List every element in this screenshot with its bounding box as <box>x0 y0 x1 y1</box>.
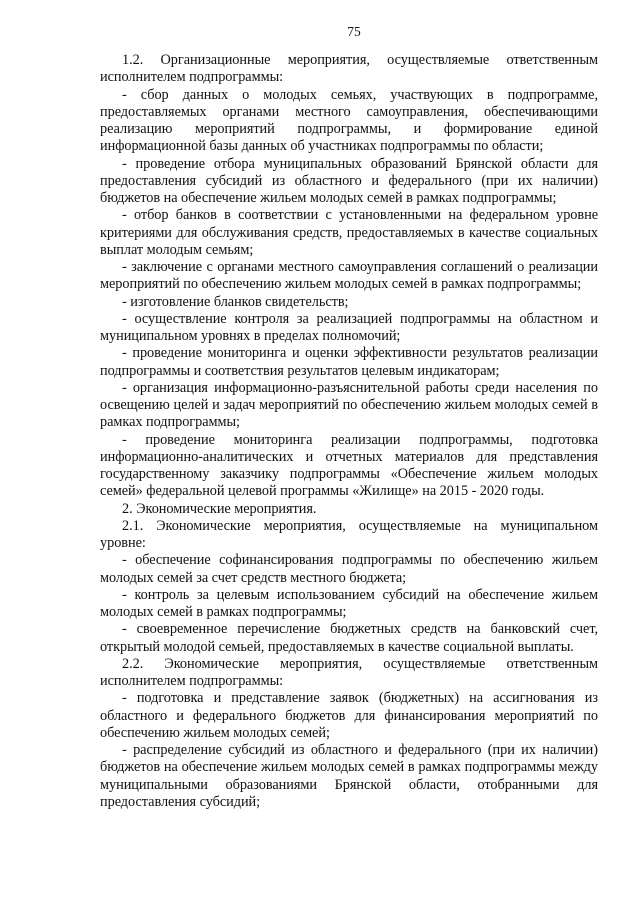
document-body <box>100 52 598 811</box>
paragraph: 2.2. Экономические мероприятия, осуществляемые ответственным исполнителем подпрограммы: <box>100 655 598 689</box>
paragraph: - контроль за целевым использованием субсидий на обеспечение жильем молодых семей в рамках подпрограммы; <box>100 586 598 620</box>
paragraph: - проведение мониторинга реализации подпрограммы, подготовка информационно-аналитических и отчетных материалов для представления государственному заказчику подпрограммы «Обеспечение жильем молодых семей» федеральной целевой программы «Жилище» на 2015 - 2020 годы. <box>100 431 598 500</box>
paragraph: - организация информационно-разъяснительной работы среди населения по освещению целей и задач мероприятий по обеспечению жильем молодых семей в рамках подпрограммы; <box>100 379 598 431</box>
page-number: 75 <box>347 24 361 39</box>
paragraph: - сбор данных о молодых семьях, участвующих в подпрограмме, предоставляемых органами местного самоуправления, обеспечивающими реализацию мероприятий подпрограммы, и формирование единой информационной базы данных об участниках подпрограммы по области; <box>100 86 598 155</box>
paragraph: - обеспечение софинансирования подпрограммы по обеспечению жильем молодых семей за счет средств местного бюджета; <box>100 552 598 586</box>
paragraph: - своевременное перечисление бюджетных средств на банковский счет, открытый молодой семьей, предоставляемых в качестве социальной выплаты. <box>100 621 598 655</box>
section-heading: 2. Экономические мероприятия. <box>122 500 317 517</box>
paragraph: - подготовка и представление заявок (бюджетных) на ассигнования из областного и федерального бюджетов для финансирования мероприятий по обеспечению жильем молодых семей; <box>100 690 598 741</box>
paragraph: 1.2. Организационные мероприятия, осуществляемые ответственным исполнителем подпрограммы: <box>100 52 598 86</box>
paragraph: - осуществление контроля за реализацией подпрограммы на областном и муниципальном уровнях в пределах полномочий; <box>100 310 598 344</box>
paragraph: - распределение субсидий из областного и федерального (при их наличии) бюджетов на обеспечение жильем молодых семей в рамках подпрограммы между муниципальными образованиями Брянской области, отобранными для предоставления субсидий; <box>100 742 598 810</box>
paragraph: - проведение отбора муниципальных образований Брянской области для предоставления субсидий из областного и федерального (при их наличии) бюджетов на обеспечение жильем молодых семей в рамках подпрограммы; <box>100 155 598 206</box>
paragraph: - отбор банков в соответствии с установленными на федеральном уровне критериями для обслуживания средств, предоставляемых в качестве социальных выплат молодым семьям; <box>100 207 598 258</box>
paragraph: - заключение с органами местного самоуправления соглашений о реализации мероприятий по обеспечению жильем молодых семей в рамках подпрограммы; <box>100 259 598 293</box>
paragraph: - изготовление бланков свидетельств; <box>122 293 349 310</box>
paragraph: - проведение мониторинга и оценки эффективности результатов реализации подпрограммы и соответствия результатов целевым индикаторам; <box>100 345 598 379</box>
paragraph: 2.1. Экономические мероприятия, осуществляемые на муниципальном уровне: <box>100 517 598 551</box>
